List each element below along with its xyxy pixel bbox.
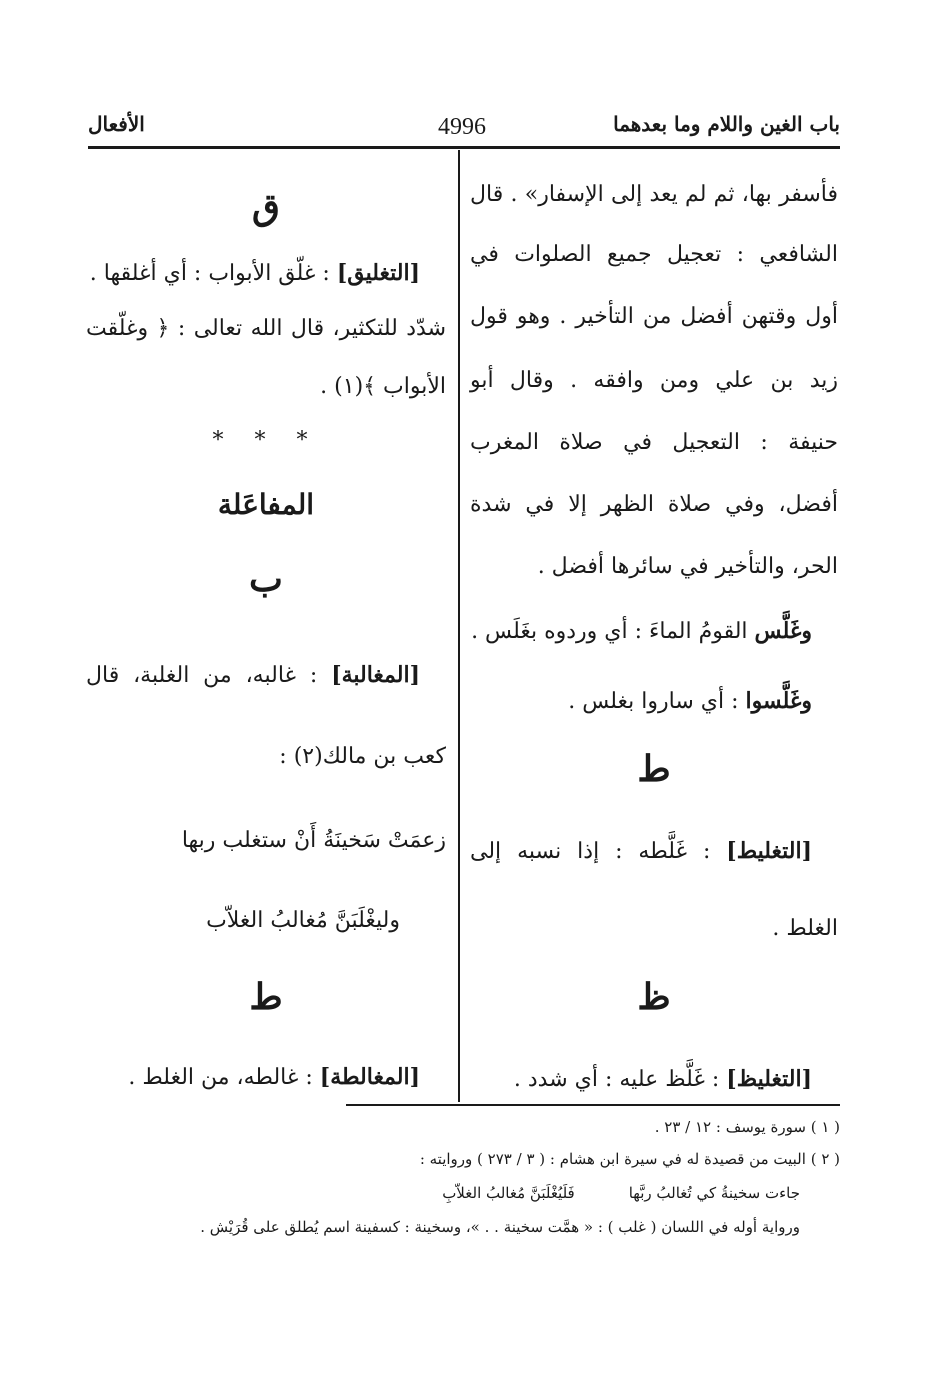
entry-taghlit (470, 838, 838, 864)
entry-lemma: [المغالبة] (331, 662, 420, 688)
entry-text: : غالطه، من الغلط . (128, 1065, 320, 1090)
entry-mughalata (86, 1064, 446, 1090)
verse-line: وليغْلَبَنَّ مُغالبُ الغلاّب (206, 908, 400, 933)
footnote-rule (346, 1104, 840, 1106)
text-line: الغلط . (772, 916, 838, 941)
entry-lemma: [التغليط] (726, 838, 812, 864)
entry-text: : أي ساروا بغلس . (568, 689, 746, 714)
entry-text: : غالبه، من الغلبة، قال (86, 663, 332, 688)
entry-taghliq (86, 260, 446, 286)
text-line: أول وقتهن أفضل من التأخير . وهو قول (470, 304, 838, 329)
entry-lemma: وغَلَّسوا (745, 688, 812, 714)
verse-hemistich: فَلَيُغْلَبَنَّ مُغالبُ الغلاّبِ (442, 1184, 575, 1202)
footnote-verse (120, 1184, 840, 1202)
text-line: الأبواب ﴾(١) . (320, 374, 446, 399)
text-line: حنيفة : التعجيل في صلاة المغرب (470, 430, 838, 455)
entry-text: : غلّق الأبواب : أي أغلقها . (89, 261, 337, 286)
column-divider (458, 150, 460, 1102)
entry-lemma: [التغليق] (336, 260, 420, 286)
text-line: الشافعي : تعجيل جميع الصلوات في (470, 242, 838, 267)
entry-ghallasu (470, 688, 838, 714)
entry-ghallas-qawm (470, 618, 838, 644)
footnote-2: ( ٢ ) البيت من قصيدة له في سيرة ابن هشام : ( ٣ / ٢٧٣ ) وروايته : (419, 1150, 840, 1168)
section-title: المفاعَلة (217, 488, 315, 521)
letter-heading-ta: ط (249, 976, 283, 1018)
text-line: أفضل، وفي صلاة الظهر إلا في شدة (470, 492, 838, 517)
verse-line: زعمَتْ سَخينَةُ أَنْ ستغلب ربها (181, 828, 446, 853)
page-number: 4996 (438, 114, 486, 140)
footnote-1: ( ١ ) سورة يوسف : ١٢ / ٢٣ . (654, 1118, 840, 1136)
letter-heading-qaf: ق (252, 186, 280, 228)
entry-taghliz (470, 1066, 838, 1092)
text-line: شدّد للتكثير، قال الله تعالى : ﴿ وغلّقت (86, 316, 446, 341)
entry-text: القومُ الماءَ : أي وردوه بغَلَس . (471, 619, 755, 644)
chapter-title: باب الغين واللام وما بعدهما (613, 112, 840, 136)
letter-heading-ta: ط (637, 748, 671, 790)
section-separator: * * * (212, 428, 320, 453)
letter-heading-ba: ب (249, 558, 283, 600)
entry-text: : غَلَّطه : إذا نسبه إلى (470, 839, 727, 864)
entry-lemma: [المغالطة] (319, 1064, 420, 1090)
entry-lemma: وغَلَّس (754, 618, 812, 644)
section-heading: الأفعال (88, 112, 145, 136)
entry-text: : غَلَّظ عليه : أي شدد . (513, 1067, 727, 1092)
header-rule (88, 146, 840, 149)
footnote-2-continued: ورواية أوله في اللسان ( غلب ) : « همَّت سخينة . . »، وسخينة : كسفينة اسم يُطلق على قُرَيْش . (200, 1218, 800, 1236)
entry-lemma: [التغليظ] (726, 1066, 812, 1092)
letter-heading-za: ظ (637, 976, 671, 1018)
entry-mughalaba (86, 662, 446, 688)
text-line: الحر، والتأخير في سائرها أفضل . (537, 554, 838, 579)
text-line: زيد بن علي ومن وافقه . وقال أبو (470, 368, 838, 393)
running-header (88, 108, 840, 148)
text-line: فأسفر بها، ثم لم يعد إلى الإسفار» . قال (470, 182, 838, 207)
text-line: كعب بن مالك(٢) : (279, 744, 446, 769)
verse-hemistich: جاءت سخينةُ كي تُغالبُ ربَّها (628, 1184, 800, 1202)
